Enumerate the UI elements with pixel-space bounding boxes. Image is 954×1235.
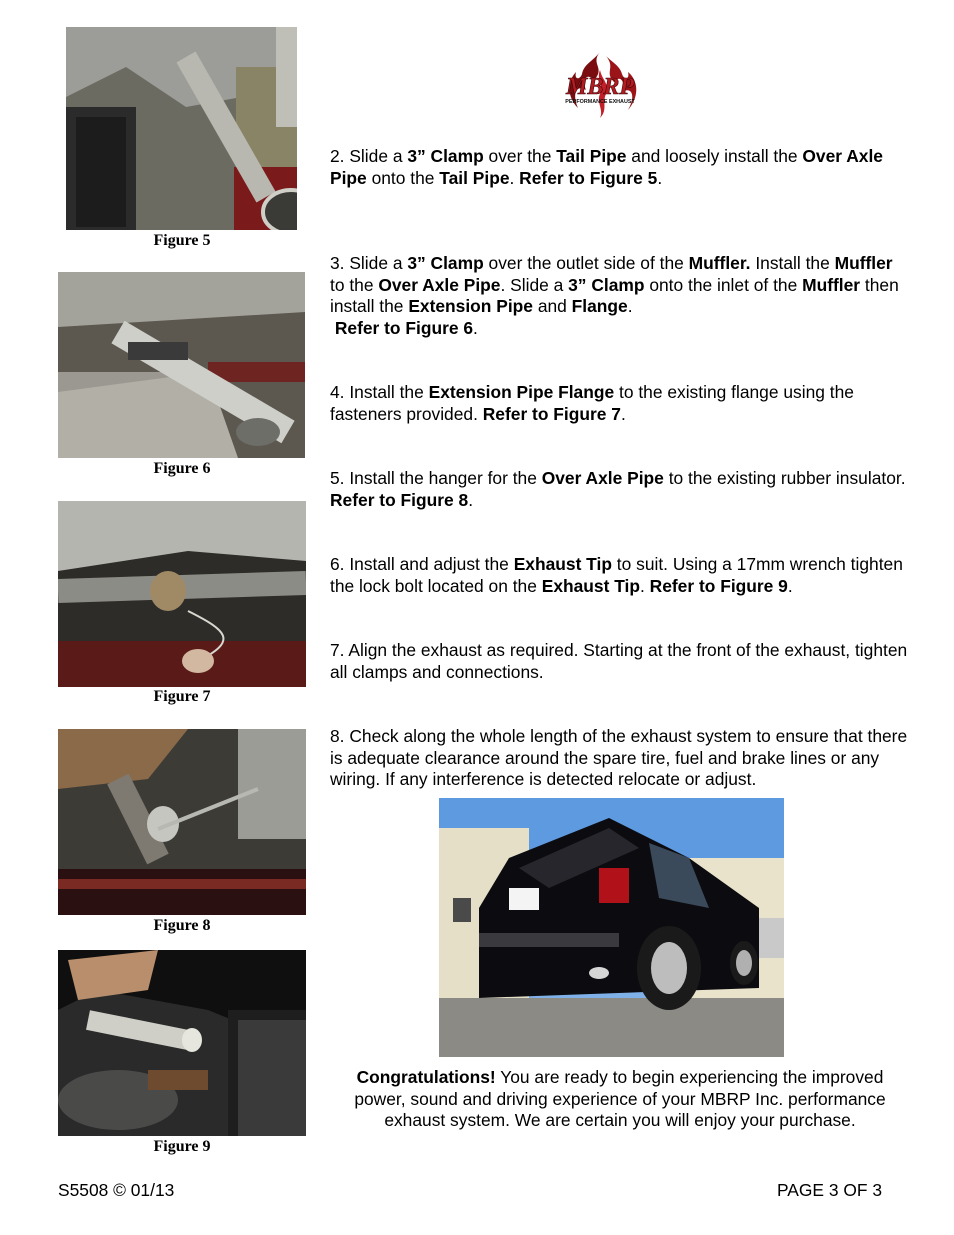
step-2 [330, 146, 910, 189]
step-6 [330, 554, 910, 597]
step-3-text: over the outlet side of the [483, 253, 689, 273]
congratulations-heading: Congratulations! [356, 1067, 496, 1087]
step-6-text: . [639, 575, 650, 596]
step-2-bold: Tail Pipe [556, 146, 627, 166]
step-2-text: 2. Slide a [330, 146, 408, 166]
footer-document-code: S5508 © 01/13 [58, 1180, 175, 1200]
step-3-text: then install the [330, 274, 899, 317]
step-3-text: to the [330, 274, 379, 295]
step-3-bold: Muffler. [688, 253, 751, 273]
step-2-text: . [657, 167, 663, 188]
step-7 [330, 640, 910, 683]
step-5-text: to the existing rubber insulator. [663, 468, 906, 488]
step-6-text: . [787, 575, 793, 596]
logo-subtext: PERFORMANCE EXHAUST [565, 99, 635, 105]
step-3-text: Install the [750, 253, 835, 273]
step-6-bold: Exhaust Tip [513, 554, 612, 574]
figure-5-caption: Figure 5 [153, 232, 211, 249]
congratulations-body: You are ready to begin experiencing the improved power, sound and driving experience of your MBRP Inc. performance exhaust system. We are certain you will enjoy your purchase. [354, 1067, 886, 1131]
figure-7-caption: Figure 7 [153, 688, 211, 705]
step-2-bold: Tail Pipe [439, 167, 510, 188]
step-5-bold: Over Axle Pipe [541, 468, 664, 488]
figure-6-photo [58, 272, 305, 458]
step-8 [330, 726, 910, 791]
step-4-text: . [620, 403, 626, 424]
step-5-text: 5. Install the hanger for the [330, 468, 542, 488]
step-3-bold: Over Axle Pipe [378, 274, 501, 295]
step-3-bold: Extension Pipe [408, 296, 533, 317]
step-3-bold: 3” Clamp [407, 253, 484, 273]
step-6-figure-ref: Refer to Figure 9 [649, 575, 788, 596]
vehicle-photo [439, 798, 784, 1057]
step-3-text: . Slide a [500, 274, 569, 295]
step-3 [330, 253, 910, 339]
step-4-figure-ref: Refer to Figure 7 [482, 403, 621, 424]
step-3-bold: Flange [571, 296, 628, 317]
step-4 [330, 382, 910, 425]
step-3-text: 3. Slide a [330, 253, 408, 273]
step-2-text: and loosely install the [626, 146, 803, 166]
step-5-figure-ref: Refer to Figure 8 [330, 489, 469, 510]
step-3-bold: 3” Clamp [568, 274, 645, 295]
step-6-text: 6. Install and adjust the [330, 554, 514, 574]
step-3-text: onto the inlet of the [644, 274, 803, 295]
mbrp-logo [556, 50, 644, 120]
step-2-text: . [509, 167, 520, 188]
logo-text: MBRP [565, 74, 635, 100]
step-3-text: . [473, 317, 478, 338]
figure-8-caption: Figure 8 [153, 917, 211, 934]
step-3-text: and [532, 296, 572, 317]
step-6-bold: Exhaust Tip [541, 575, 640, 596]
step-5 [330, 468, 910, 511]
figure-9-caption: Figure 9 [153, 1138, 211, 1155]
step-3-figure-ref: Refer to Figure 6 [334, 317, 474, 338]
figure-6-caption: Figure 6 [153, 460, 211, 477]
step-8-text: 8. Check along the whole length of the exhaust system to ensure that there is adequate clearance around the spare tire, fuel and brake lines or any wiring. If any interference is detected relocate or adjust. [330, 726, 908, 790]
step-2-text: over the [483, 146, 557, 166]
step-2-figure-ref: Refer to Figure 5 [519, 167, 658, 188]
figure-7-photo [58, 501, 306, 687]
figure-5-photo [66, 27, 297, 230]
step-4-text: to the existing flange using the fasteners provided. [330, 382, 854, 424]
figure-9-photo [58, 950, 306, 1136]
step-2-bold: 3” Clamp [407, 146, 484, 166]
step-2-text: onto the [366, 167, 440, 188]
step-4-text: 4. Install the [330, 382, 429, 402]
step-3-bold: Muffler [802, 274, 861, 295]
figure-8-photo [58, 729, 306, 915]
step-4-bold: Extension Pipe Flange [428, 382, 615, 402]
congratulations-text [330, 1067, 910, 1132]
step-6-text: to suit. Using a 17mm wrench tighten the lock bolt located on the [330, 554, 903, 596]
step-2-bold: Over Axle Pipe [330, 146, 883, 188]
footer-page-number: PAGE 3 OF 3 [776, 1180, 882, 1200]
step-5-text: . [468, 489, 474, 510]
step-7-text: 7. Align the exhaust as required. Starting at the front of the exhaust, tighten all clamps and connections. [330, 640, 908, 682]
step-3-text: . [627, 296, 633, 317]
step-3-bold: Muffler [834, 253, 893, 273]
